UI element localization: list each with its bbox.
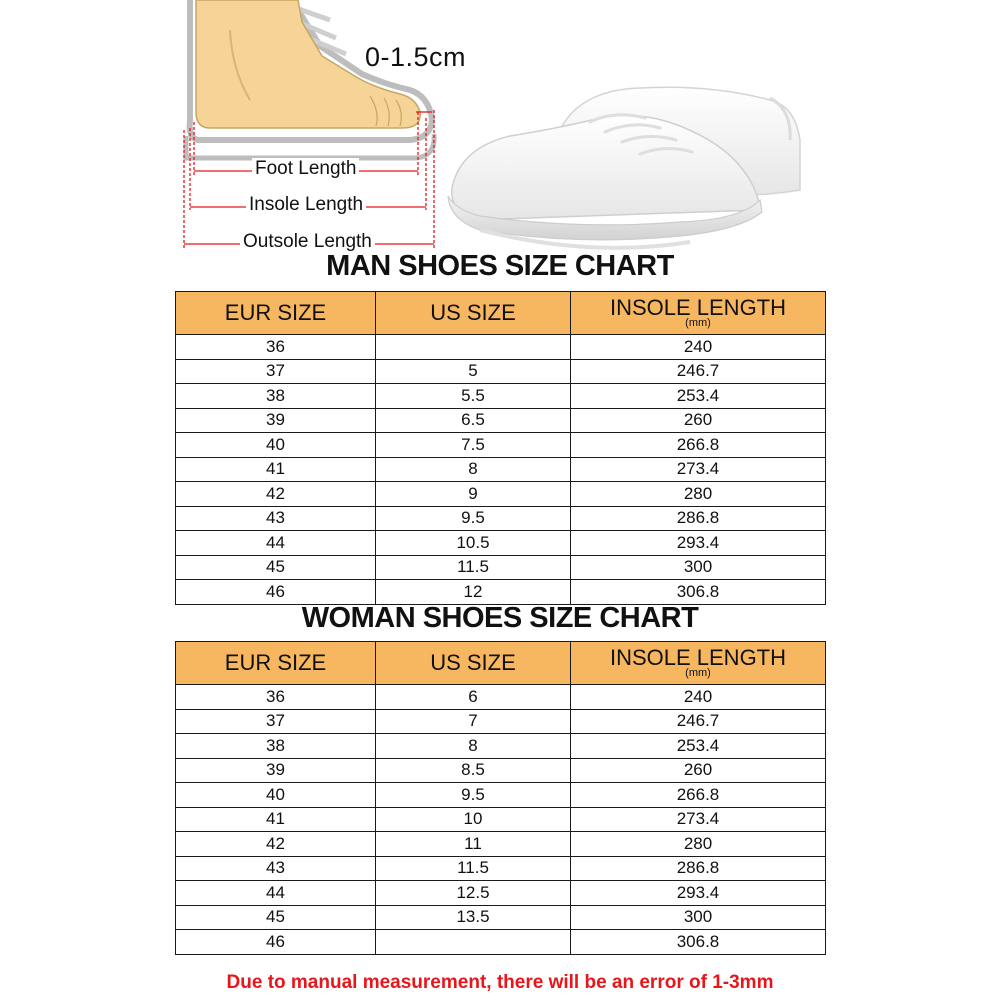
insole-cell: 280 — [571, 832, 826, 857]
eur-cell: 38 — [176, 734, 376, 759]
us-cell: 11.5 — [376, 555, 571, 580]
table-row — [176, 709, 826, 734]
eur-cell: 45 — [176, 555, 376, 580]
insole-cell: 246.7 — [571, 359, 826, 384]
table-row — [176, 856, 826, 881]
eur-cell: 36 — [176, 685, 376, 710]
insole-cell: 286.8 — [571, 506, 826, 531]
eur-cell: 37 — [176, 709, 376, 734]
table-row — [176, 482, 826, 507]
table-row — [176, 506, 826, 531]
table-header-row — [176, 642, 826, 685]
eur-cell: 39 — [176, 408, 376, 433]
insole-cell: 300 — [571, 555, 826, 580]
insole-cell: 293.4 — [571, 531, 826, 556]
insole-cell: 286.8 — [571, 856, 826, 881]
table-row — [176, 758, 826, 783]
eur-cell: 36 — [176, 335, 376, 360]
woman-size-table — [175, 641, 826, 955]
table-row — [176, 433, 826, 458]
insole-cell: 280 — [571, 482, 826, 507]
table-row — [176, 580, 826, 605]
us-cell: 6 — [376, 685, 571, 710]
eur-cell: 37 — [176, 359, 376, 384]
table-header-row — [176, 292, 826, 335]
measurement-error-note: Due to manual measurement, there will be an error of 1-3mm — [226, 972, 774, 993]
insole-cell: 240 — [571, 335, 826, 360]
table-row — [176, 555, 826, 580]
white-sneaker-image — [440, 70, 840, 260]
us-cell: 8 — [376, 734, 571, 759]
table-row — [176, 807, 826, 832]
us-cell: 5 — [376, 359, 571, 384]
eur-size-header: EUR SIZE — [176, 642, 376, 685]
us-cell: 9 — [376, 482, 571, 507]
table-row — [176, 930, 826, 955]
eur-cell: 46 — [176, 930, 376, 955]
table-row — [176, 335, 826, 360]
eur-cell: 41 — [176, 457, 376, 482]
eur-cell: 45 — [176, 905, 376, 930]
eur-cell: 42 — [176, 482, 376, 507]
insole-cell: 260 — [571, 758, 826, 783]
us-cell: 7 — [376, 709, 571, 734]
insole-cell: 253.4 — [571, 384, 826, 409]
us-cell: 8.5 — [376, 758, 571, 783]
us-cell — [376, 335, 571, 360]
eur-cell: 46 — [176, 580, 376, 605]
insole-length-unit: (mm) — [685, 666, 711, 679]
man-size-table — [175, 291, 826, 605]
table-row — [176, 905, 826, 930]
us-cell: 7.5 — [376, 433, 571, 458]
eur-cell: 40 — [176, 783, 376, 808]
us-cell: 9.5 — [376, 783, 571, 808]
insole-length-unit: (mm) — [685, 316, 711, 329]
table-row — [176, 457, 826, 482]
eur-cell: 44 — [176, 531, 376, 556]
toe-gap-label: 0-1.5cm — [365, 42, 467, 72]
eur-size-header: EUR SIZE — [176, 292, 376, 335]
us-cell: 13.5 — [376, 905, 571, 930]
insole-cell: 300 — [571, 905, 826, 930]
insole-cell: 306.8 — [571, 580, 826, 605]
insole-length-header — [571, 642, 826, 685]
table-row — [176, 408, 826, 433]
us-cell: 5.5 — [376, 384, 571, 409]
insole-cell: 293.4 — [571, 881, 826, 906]
man-table-body — [176, 335, 826, 605]
insole-length-header-text: INSOLE LENGTH — [609, 644, 787, 670]
table-row — [176, 734, 826, 759]
us-size-header: US SIZE — [376, 292, 571, 335]
table-row — [176, 783, 826, 808]
us-cell: 6.5 — [376, 408, 571, 433]
insole-cell: 273.4 — [571, 807, 826, 832]
insole-cell: 253.4 — [571, 734, 826, 759]
eur-cell: 43 — [176, 506, 376, 531]
table-row — [176, 685, 826, 710]
table-row — [176, 531, 826, 556]
us-size-header: US SIZE — [376, 642, 571, 685]
insole-cell: 260 — [571, 408, 826, 433]
insole-cell: 273.4 — [571, 457, 826, 482]
eur-cell: 40 — [176, 433, 376, 458]
eur-cell: 41 — [176, 807, 376, 832]
insole-cell: 306.8 — [571, 930, 826, 955]
us-cell: 12.5 — [376, 881, 571, 906]
us-cell: 10 — [376, 807, 571, 832]
insole-cell: 246.7 — [571, 709, 826, 734]
man-chart-title: MAN SHOES SIZE CHART — [326, 250, 674, 282]
us-cell: 12 — [376, 580, 571, 605]
foot-length-label: Foot Length — [252, 158, 359, 180]
eur-cell: 42 — [176, 832, 376, 857]
table-row — [176, 832, 826, 857]
insole-length-header — [571, 292, 826, 335]
insole-cell: 266.8 — [571, 783, 826, 808]
insole-cell: 240 — [571, 685, 826, 710]
us-cell: 11 — [376, 832, 571, 857]
woman-chart-title: WOMAN SHOES SIZE CHART — [301, 602, 699, 634]
insole-length-label: Insole Length — [246, 194, 366, 216]
table-row — [176, 881, 826, 906]
us-cell: 11.5 — [376, 856, 571, 881]
eur-cell: 39 — [176, 758, 376, 783]
us-cell: 10.5 — [376, 531, 571, 556]
eur-cell: 44 — [176, 881, 376, 906]
eur-cell: 43 — [176, 856, 376, 881]
insole-cell: 266.8 — [571, 433, 826, 458]
table-row — [176, 384, 826, 409]
eur-cell: 38 — [176, 384, 376, 409]
us-cell: 8 — [376, 457, 571, 482]
outsole-length-label: Outsole Length — [240, 231, 375, 253]
insole-length-header-text: INSOLE LENGTH — [609, 294, 787, 320]
table-row — [176, 359, 826, 384]
woman-table-body — [176, 685, 826, 955]
us-cell — [376, 930, 571, 955]
us-cell: 9.5 — [376, 506, 571, 531]
